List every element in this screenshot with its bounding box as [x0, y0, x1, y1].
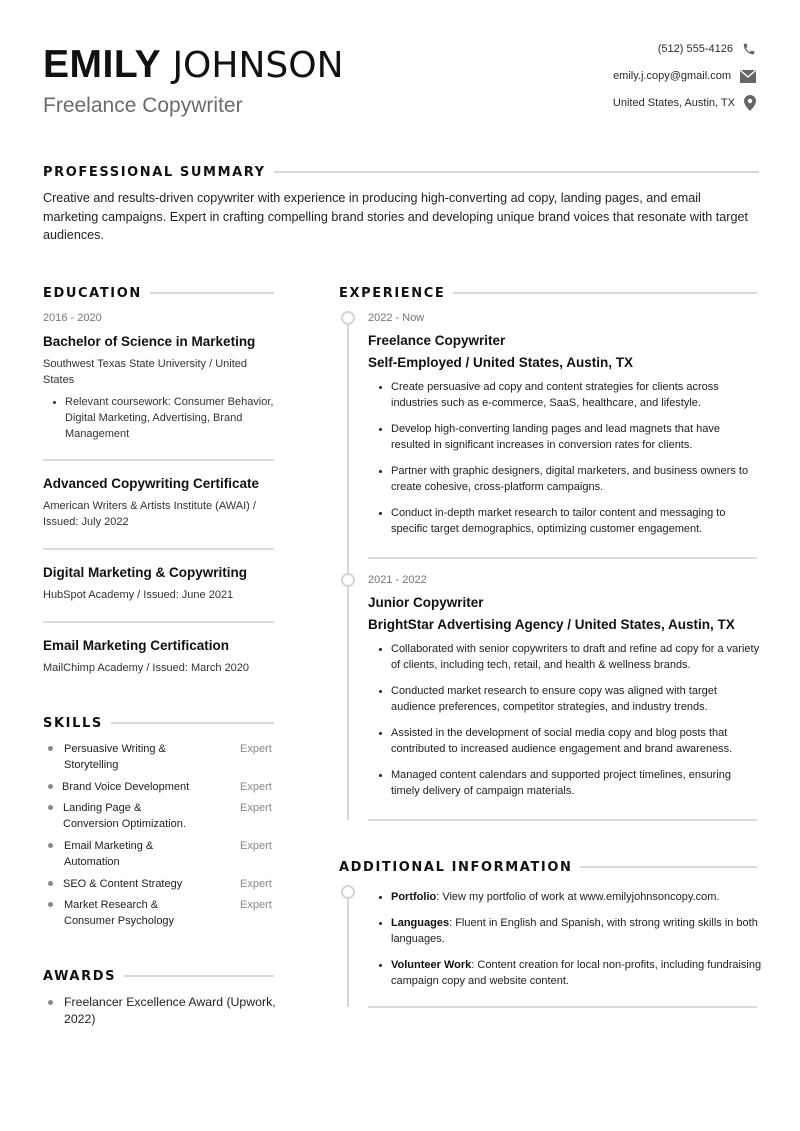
bullet-dot	[48, 746, 53, 751]
certificate-detail: American Writers & Artists Institute (AWAI) / Issued: July 2022	[43, 500, 256, 528]
certificate-title: Digital Marketing & Copywriting	[43, 565, 248, 580]
job-bullets	[368, 641, 760, 809]
bullet-dot	[48, 1000, 53, 1005]
email-text[interactable]: emily.j.copy@gmail.com	[613, 70, 731, 82]
job-bullet: Create persuasive ad copy and content strategies for clients across industries such as e-commerce, SaaS, healthcare, and lifestyle.	[368, 379, 760, 411]
certificate-title: Advanced Copywriting Certificate	[43, 476, 260, 491]
divider	[368, 557, 757, 559]
contact-location	[456, 94, 756, 112]
divider	[43, 459, 274, 461]
job-title: Freelance Copywriter	[368, 333, 506, 348]
experience-heading: EXPERIENCE	[339, 285, 446, 301]
degree-school: Southwest Texas State University / United States	[43, 358, 248, 386]
job-bullet: Assisted in the development of social media copy and blog posts that contributed to increased audience engagement and brand awareness.	[368, 725, 760, 757]
timeline-node	[341, 885, 355, 899]
additional-item-languages	[368, 915, 770, 947]
job-bullets	[368, 379, 760, 547]
phone-text: (512) 555-4126	[657, 43, 733, 55]
awards-heading: AWARDS	[43, 968, 117, 984]
award-item	[43, 994, 293, 1028]
section-divider	[580, 866, 757, 868]
bullet-dot	[48, 805, 53, 810]
job-dates: 2022 - Now	[368, 312, 425, 324]
skill-level: Expert	[240, 802, 272, 814]
section-header-education	[43, 284, 274, 302]
skill-level: Expert	[240, 743, 272, 755]
contact-email	[456, 67, 756, 85]
last-name: JOHNSON	[172, 45, 344, 86]
education-dates: 2016 - 2020	[43, 312, 102, 324]
job-dates: 2021 - 2022	[368, 574, 427, 586]
timeline-line	[347, 892, 349, 1007]
summary-heading: PROFESSIONAL SUMMARY	[43, 164, 266, 180]
section-header-summary	[43, 163, 759, 181]
job-title: Freelance Copywriter	[43, 94, 243, 117]
bullet-dot	[48, 881, 53, 886]
skill-name: Landing Page & Conversion Optimization.	[63, 802, 186, 830]
section-divider	[111, 722, 274, 724]
additional-item-portfolio	[368, 889, 770, 905]
divider	[43, 621, 274, 623]
item-text: : Content creation for local non-profits, including fundraising campaign copy and website content.	[391, 959, 762, 987]
section-header-additional	[339, 858, 757, 876]
skill-name: Brand Voice Development	[62, 781, 190, 793]
job-bullet: Managed content calendars and supported project timelines, ensuring timely delivery of campaign materials.	[368, 767, 760, 799]
section-header-awards	[43, 967, 274, 985]
contact-phone	[456, 40, 756, 58]
certificate-detail: HubSpot Academy / Issued: June 2021	[43, 589, 234, 601]
degree-bullets	[43, 394, 283, 442]
skill-level: Expert	[240, 899, 272, 911]
certificate-title: Email Marketing Certification	[43, 638, 230, 653]
phone-icon	[742, 42, 756, 56]
divider	[43, 548, 274, 550]
degree-title: Bachelor of Science in Marketing	[43, 334, 256, 349]
item-label: Languages	[391, 917, 450, 929]
section-divider	[150, 292, 274, 294]
bullet-dot	[48, 784, 53, 789]
job-bullet: Collaborated with senior copywriters to draft and refine ad copy for a variety of clients, including tech, retail, and health & wellness brands.	[368, 641, 760, 673]
bullet-dot	[48, 902, 53, 907]
job-title: Junior Copywriter	[368, 595, 484, 610]
timeline-line	[347, 318, 349, 820]
job-company: Self-Employed / United States, Austin, TX	[368, 355, 634, 370]
job-bullet: Develop high-converting landing pages and lead magnets that have resulted in significant increases in conversion rates for clients.	[368, 421, 760, 453]
additional-item-volunteer	[368, 957, 770, 989]
divider	[368, 1006, 757, 1008]
timeline-node	[341, 573, 355, 587]
skills-heading: SKILLS	[43, 715, 103, 731]
mail-icon	[740, 70, 756, 83]
skill-level: Expert	[240, 840, 272, 852]
education-heading: EDUCATION	[43, 285, 142, 301]
item-text: : Fluent in English and Spanish, with strong writing skills in both languages.	[391, 917, 758, 945]
skill-level: Expert	[240, 878, 272, 890]
section-header-skills	[43, 714, 274, 732]
degree-bullet: Relevant coursework: Consumer Behavior, Digital Marketing, Advertising, Brand Management	[43, 394, 283, 442]
award-text: Freelancer Excellence Award (Upwork, 2022)	[64, 995, 276, 1026]
candidate-name	[43, 42, 344, 89]
job-company: BrightStar Advertising Agency / United States, Austin, TX	[368, 617, 735, 632]
section-divider	[124, 975, 274, 977]
location-pin-icon	[744, 95, 756, 111]
skill-level: Expert	[240, 781, 272, 793]
certificate-detail: MailChimp Academy / Issued: March 2020	[43, 662, 250, 674]
additional-heading: ADDITIONAL INFORMATION	[339, 859, 573, 875]
section-divider	[274, 171, 759, 173]
section-divider	[453, 292, 757, 294]
skill-name: Market Research & Consumer Psychology	[64, 899, 175, 927]
bullet-dot	[48, 843, 53, 848]
job-bullet: Partner with graphic designers, digital marketers, and business owners to create cohesive, cross-platform campaigns.	[368, 463, 760, 495]
timeline-node	[341, 311, 355, 325]
skill-name: SEO & Content Strategy	[63, 878, 183, 890]
item-text: : View my portfolio of work at www.emilyjohnsoncopy.com.	[436, 891, 720, 903]
item-label: Volunteer Work	[391, 959, 472, 971]
job-bullet: Conducted market research to ensure copy was aligned with target audience preferences, competitor strategies, and industry trends.	[368, 683, 760, 715]
summary-text: Creative and results-driven copywriter with experience in producing high-converting ad copy, landing pages, and email marketing campaigns. Expert in crafting compelling brand stories and developing unique brand voices that resonate with target audiences.	[43, 191, 748, 242]
skill-name: Persuasive Writing & Storytelling	[64, 743, 166, 771]
location-text: United States, Austin, TX	[612, 97, 735, 109]
section-header-experience	[339, 284, 757, 302]
item-label: Portfolio	[391, 891, 437, 903]
first-name: EMILY	[43, 43, 162, 86]
job-bullet: Conduct in-depth market research to tailor content and messaging to specific target demographics, optimizing customer engagement.	[368, 505, 760, 537]
skill-name: Email Marketing & Automation	[64, 840, 154, 868]
divider	[368, 819, 757, 821]
additional-bullets	[368, 889, 770, 999]
